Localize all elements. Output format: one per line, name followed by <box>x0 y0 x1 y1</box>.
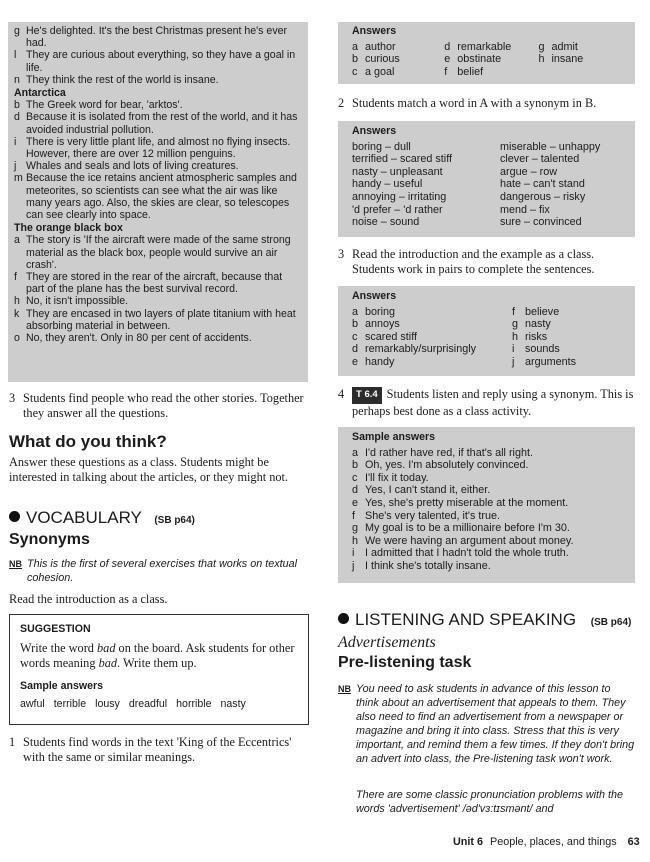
answers-box-1 <box>338 22 635 84</box>
sentence-answers <box>352 306 625 369</box>
vocabulary-heading <box>9 508 195 528</box>
item-text: Oh, yes. I'm absolutely convinced. <box>365 459 529 472</box>
answer-item <box>14 332 300 344</box>
answer-item <box>14 49 300 73</box>
sample-answer-item <box>352 510 625 523</box>
listening-ref: (SB p64) <box>590 617 632 628</box>
sample-answers-list <box>352 447 625 573</box>
answer-item <box>538 41 625 54</box>
answer-item <box>14 160 300 172</box>
item-letter: c <box>352 65 358 78</box>
suggestion-text-a: Write the word <box>20 641 98 655</box>
step-4-text: Students listen and reply using a synonym. This is perhaps best done as a class activity. <box>352 387 634 418</box>
answer-item <box>352 66 444 79</box>
footer-title: People, places, and things <box>490 836 617 848</box>
nb-icon: NB <box>338 684 351 694</box>
item-text: risks <box>525 330 548 343</box>
suggestion-box <box>9 614 309 725</box>
item-letter: b <box>352 459 359 472</box>
item-text: scared stiff <box>365 330 418 343</box>
synonym-pair: mend – fix <box>500 203 550 216</box>
what-do-you-think-heading: What do you think? <box>9 432 167 451</box>
sample-answer-item <box>352 560 625 573</box>
suggestion-text-c: . Write them up. <box>117 655 197 670</box>
vocab-nb-note <box>9 557 307 585</box>
vocabulary-ref: (SB p64) <box>154 515 195 526</box>
synonym-pair: annoying – irritating <box>352 190 447 203</box>
answers-box-2 <box>338 121 635 237</box>
item-letter: g <box>538 40 545 53</box>
item-letter: b <box>352 53 359 66</box>
item-text: No, it isn't impossible. <box>26 295 129 308</box>
item-text: I'll fix it today. <box>365 471 429 484</box>
item-text: They are encased in two layers of plate titanium with heat absorbing material in between. <box>26 307 296 332</box>
item-letter: h <box>14 295 20 308</box>
item-text: curious <box>365 53 400 66</box>
sample-answer-item <box>352 459 625 472</box>
synonym-pair: boring – dull <box>352 140 411 153</box>
answer-item <box>14 234 300 271</box>
item-text: remarkable <box>457 40 512 53</box>
sample-words <box>20 698 298 710</box>
step-text: Read the introduction and the example as a class. Students work in pairs to complete the sentences. <box>352 247 595 276</box>
synonym-pair: argue – row <box>500 165 558 178</box>
item-letter: h <box>512 330 519 343</box>
item-letter: m <box>14 172 23 185</box>
sample-answer-item <box>352 484 625 497</box>
item-text: author <box>365 40 396 53</box>
answer-item <box>352 356 512 369</box>
answers-column <box>352 41 444 79</box>
synonym-pair: nasty – unpleasant <box>352 165 443 178</box>
antarctica-answers <box>14 99 300 221</box>
left-step-3 <box>9 391 307 420</box>
answers-box-3 <box>338 286 635 376</box>
sample-word: dreadful <box>128 698 168 710</box>
page-footer <box>453 836 640 848</box>
item-letter: d <box>352 343 359 356</box>
nb-spacer <box>338 788 356 816</box>
sample-answers-box <box>338 427 635 583</box>
item-text: a goal <box>365 65 395 78</box>
item-letter: o <box>14 332 20 345</box>
item-text: belief <box>457 65 484 78</box>
answer-item <box>444 41 538 54</box>
synonym-pair: noise – sound <box>352 216 420 229</box>
answers-columns <box>352 41 625 79</box>
item-text: boring <box>365 305 396 318</box>
answers-column <box>444 41 538 79</box>
sentence-answers-left <box>352 306 512 369</box>
item-letter: g <box>512 318 519 331</box>
item-letter: e <box>352 496 359 509</box>
item-text: We were having an argument about money. <box>365 534 574 547</box>
item-text: He's delighted. It's the best Christmas present he's ever had. <box>26 25 288 50</box>
sample-answer-item <box>352 497 625 510</box>
blackbox-answers <box>14 234 300 344</box>
listening-title: LISTENING AND SPEAKING <box>355 610 577 629</box>
answers-column <box>538 41 625 79</box>
item-letter: k <box>14 307 20 320</box>
item-text: Because it is isolated from the rest of the world, and it has avoided industrial pollution. <box>26 111 298 136</box>
answers-title: Answers <box>352 25 397 37</box>
item-letter: c <box>352 471 358 484</box>
suggestion-title: SUGGESTION <box>20 623 91 635</box>
synonym-pair: handy – useful <box>352 178 423 191</box>
answer-item <box>512 318 576 331</box>
synonym-pairs-right <box>500 141 600 229</box>
item-letter: d <box>352 484 359 497</box>
sample-word: awful <box>20 698 45 710</box>
answers-title: Answers <box>352 290 397 302</box>
item-letter: f <box>14 271 17 284</box>
what-do-you-think-text: Answer these questions as a class. Students might be interested in talking about the articles, or they might not. <box>9 455 289 484</box>
bullet-icon <box>9 511 20 522</box>
item-letter: b <box>352 318 359 331</box>
item-letter: d <box>14 111 20 124</box>
item-text: annoys <box>365 318 400 331</box>
answer-item <box>512 331 576 344</box>
synonym-pair: sure – convinced <box>500 216 582 229</box>
step-number: 3 <box>9 391 16 405</box>
item-letter: h <box>538 53 545 66</box>
step-number: 2 <box>338 96 345 110</box>
item-letter: a <box>352 40 359 53</box>
item-text: arguments <box>525 355 577 368</box>
listening-nb-note <box>338 682 635 766</box>
synonym-pair: terrified – scared stiff <box>352 153 453 166</box>
answer-item <box>352 318 512 331</box>
synonym-pair: dangerous – risky <box>500 190 586 203</box>
answer-item <box>14 99 300 111</box>
answer-item <box>14 271 300 295</box>
item-letter: b <box>14 99 20 112</box>
answer-item <box>512 306 576 319</box>
sentence-answers-right <box>512 306 576 369</box>
item-letter: g <box>352 522 359 535</box>
right-step-2 <box>338 96 635 111</box>
vocabulary-title: VOCABULARY <box>26 508 142 527</box>
item-letter: i <box>352 547 355 560</box>
item-letter: i <box>512 343 515 356</box>
nb-text: You need to ask students in advance of this lesson to think about an advertisement that appeals to them. They also need to find an advertisement from a newspaper or magazine and bring it into class. Stress that this is very important, and remind them a few times. If they don't bring an advert into class, the Pre-listening task won't work. <box>356 683 635 765</box>
advertisements-subtitle: Advertisements <box>338 634 436 651</box>
synonym-pairs-left <box>352 141 500 229</box>
step-text <box>352 387 635 418</box>
item-text: remarkably/surprisingly <box>365 343 477 356</box>
step-number: 3 <box>338 247 345 261</box>
item-letter: f <box>512 305 515 318</box>
step-number: 1 <box>9 735 16 749</box>
sample-answers-title: Sample answers <box>352 431 436 443</box>
suggestion-text-em2: bad <box>98 655 118 670</box>
audio-track-badge: T 6.4 <box>352 387 382 404</box>
answer-item <box>14 25 300 49</box>
step-text: Students match a word in A with a synonym in B. <box>352 96 597 110</box>
sample-answer-item <box>352 522 625 535</box>
item-text: I admitted that I hadn't told the whole truth. <box>365 547 569 560</box>
item-letter: f <box>444 65 448 78</box>
nb-icon: NB <box>9 559 22 569</box>
item-letter: e <box>444 53 451 66</box>
synonym-pairs <box>352 141 625 229</box>
item-letter: n <box>14 73 20 86</box>
item-text: Yes, she's pretty miserable at the moment. <box>365 496 569 509</box>
answers-top-list <box>14 25 300 86</box>
nb-text-2: There are some classic pronunciation problems with the words 'advertisement' /əd'vɜ:tɪsmənt/ and <box>356 789 624 815</box>
item-text: Because the ice retains ancient atmospheric samples and meteorites, so scientists can see what the air was like many years ago. Also, the skies are clear, so telescopes can see clearly into space. <box>26 172 297 222</box>
answer-item <box>14 74 300 86</box>
item-text: believe <box>525 305 560 318</box>
item-text: I'd rather have red, if that's all right. <box>365 446 533 459</box>
item-letter: d <box>444 40 451 53</box>
item-letter: a <box>14 234 20 247</box>
listening-nb-note-2 <box>338 788 635 816</box>
left-step-1 <box>9 735 307 764</box>
antarctica-heading: Antarctica <box>14 87 66 100</box>
sample-word: terrible <box>53 698 87 710</box>
answer-item <box>352 53 444 66</box>
footer-unit: Unit 6 <box>453 836 483 848</box>
answer-item <box>512 343 576 356</box>
sample-word: horrible <box>176 698 212 710</box>
suggestion-text <box>20 641 298 670</box>
item-text: admit <box>551 40 578 53</box>
nb-text: This is the first of several exercises that works on textual cohesion. <box>27 558 298 584</box>
answer-item <box>14 295 300 307</box>
item-letter: e <box>352 355 359 368</box>
item-letter: l <box>14 49 17 62</box>
item-text: nasty <box>525 318 551 331</box>
sample-word: nasty <box>220 698 246 710</box>
item-text: Yes, I can't stand it, either. <box>365 484 491 497</box>
item-letter: f <box>352 509 355 522</box>
item-letter: g <box>14 25 20 37</box>
item-letter: h <box>352 534 359 547</box>
suggestion-text-b: on the board. Ask students for other words meaning <box>20 641 295 670</box>
sample-answer-item <box>352 547 625 560</box>
answer-item <box>444 53 538 66</box>
item-text: Whales and seals and lots of living creatures. <box>26 160 239 173</box>
item-text: obstinate <box>457 53 502 66</box>
item-letter: j <box>512 355 515 368</box>
item-text: They are stored in the rear of the aircraft, because that part of the plane has the best survival record. <box>26 271 283 296</box>
item-text: sounds <box>525 343 560 356</box>
item-text: My goal is to be a millionaire before I'm 30. <box>365 522 570 535</box>
synonyms-heading: Synonyms <box>9 531 90 548</box>
answer-item <box>538 53 625 66</box>
right-step-4 <box>338 387 635 418</box>
bullet-icon <box>338 613 349 624</box>
right-step-3 <box>338 247 635 276</box>
item-text: They think the rest of the world is insane. <box>26 73 219 86</box>
answer-item <box>14 111 300 135</box>
item-text: handy <box>365 355 395 368</box>
item-letter: i <box>14 135 17 148</box>
answer-item <box>14 308 300 332</box>
item-letter: a <box>352 305 359 318</box>
item-text: No, they aren't. Only in 80 per cent of accidents. <box>26 332 252 345</box>
answer-item <box>512 356 576 369</box>
listening-heading <box>338 610 631 630</box>
blackbox-heading: The orange black box <box>14 222 123 235</box>
item-letter: a <box>352 446 359 459</box>
synonym-pair: miserable – unhappy <box>500 140 601 153</box>
answers-title: Answers <box>352 125 397 137</box>
item-text: They are curious about everything, so they have a goal in life. <box>26 49 296 74</box>
answer-item <box>352 306 512 319</box>
sample-answer-item <box>352 447 625 460</box>
suggestion-text-em: bad <box>97 641 116 655</box>
item-letter: j <box>14 160 17 173</box>
step-text: Students find people who read the other stories. Together they answer all the questions. <box>23 391 304 420</box>
synonym-pair: hate – can't stand <box>500 178 585 191</box>
answer-item <box>352 331 512 344</box>
page-number: 63 <box>627 836 640 848</box>
step-number: 4 <box>338 387 345 401</box>
answer-item <box>14 172 300 221</box>
answer-item <box>14 136 300 160</box>
item-text: There is very little plant life, and almost no flying insects. However, there are over 12 million penguins. <box>26 135 291 161</box>
answer-item <box>352 343 512 356</box>
step-text: Students find words in the text 'King of the Eccentrics' with the same or similar meanings. <box>23 735 292 764</box>
item-text: I think she's totally insane. <box>365 559 491 572</box>
sample-answers-title: Sample answers <box>20 680 104 692</box>
item-text: The Greek word for bear, 'arktos'. <box>26 99 183 112</box>
sample-answer-item <box>352 535 625 548</box>
item-text: insane <box>551 53 584 66</box>
synonym-pair: 'd prefer – 'd rather <box>352 203 443 216</box>
pre-listening-heading: Pre-listening task <box>338 654 472 671</box>
item-letter: j <box>352 559 355 572</box>
vocab-intro: Read the introduction as a class. <box>9 592 168 606</box>
item-text: She's very talented, it's true. <box>365 509 500 522</box>
synonym-pair: clever – talented <box>500 153 580 166</box>
answer-item <box>444 66 538 79</box>
sample-answer-item <box>352 472 625 485</box>
answer-item <box>352 41 444 54</box>
item-text: The story is 'If the aircraft were made of the same strong material as the black box, people would survive an air crash'. <box>26 234 291 271</box>
item-letter: c <box>352 330 358 343</box>
sample-word: lousy <box>95 698 120 710</box>
left-answers-box <box>8 22 308 382</box>
